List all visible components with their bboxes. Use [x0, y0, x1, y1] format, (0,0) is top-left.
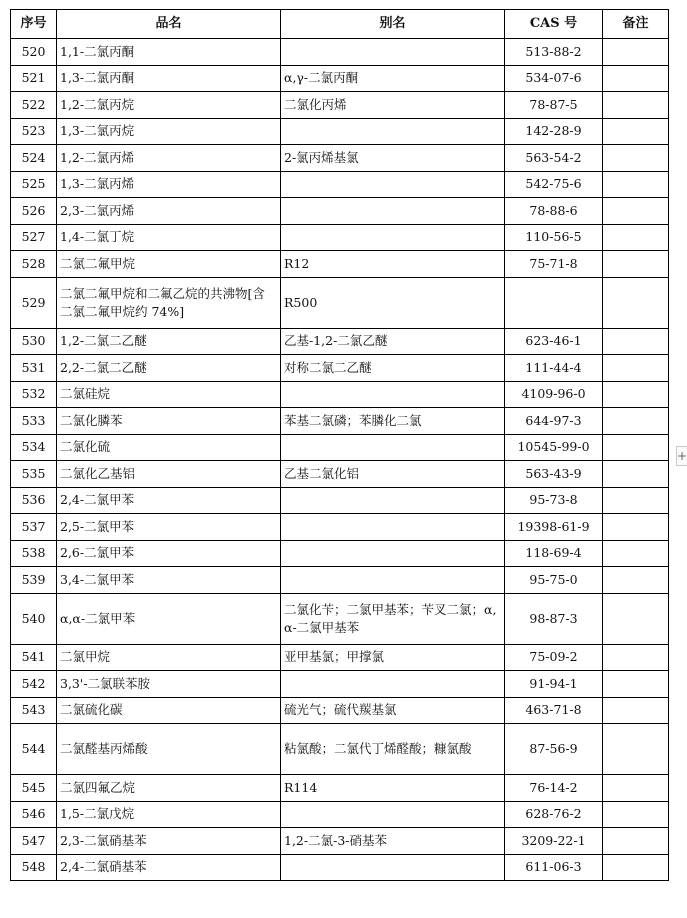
- cell-alias: [281, 671, 505, 698]
- cell-name: 1,4-二氯丁烷: [57, 224, 281, 251]
- table-row: [11, 540, 669, 567]
- cell-alias: [281, 381, 505, 408]
- cell-cas: 91-94-1: [505, 671, 603, 698]
- cell-remark: [603, 381, 669, 408]
- cell-cas: 513-88-2: [505, 39, 603, 66]
- cell-no: 533: [11, 408, 57, 435]
- cell-cas: 110-56-5: [505, 224, 603, 251]
- cell-remark: [603, 567, 669, 594]
- cell-no: 521: [11, 65, 57, 92]
- cell-alias: [281, 514, 505, 541]
- cell-cas: 19398-61-9: [505, 514, 603, 541]
- cell-name: 二氯化乙基铝: [57, 461, 281, 488]
- cell-remark: [603, 145, 669, 172]
- cell-name: 1,5-二氯戊烷: [57, 801, 281, 828]
- cell-no: 546: [11, 801, 57, 828]
- cell-no: 529: [11, 277, 57, 328]
- cell-name: 1,3-二氯丙酮: [57, 65, 281, 92]
- cell-cas: 78-88-6: [505, 198, 603, 225]
- cell-cas: 611-06-3: [505, 854, 603, 881]
- table-row: [11, 381, 669, 408]
- table-row: [11, 644, 669, 671]
- table-header-row: [11, 10, 669, 39]
- cell-no: 540: [11, 593, 57, 644]
- cell-cas: 111-44-4: [505, 355, 603, 382]
- cell-cas: 463-71-8: [505, 697, 603, 724]
- table-row: [11, 593, 669, 644]
- cell-no: 523: [11, 118, 57, 145]
- header-name: 品名: [57, 10, 281, 39]
- cell-alias: 粘氯酸；二氯代丁烯醛酸；糠氯酸: [281, 724, 505, 775]
- table-row: [11, 854, 669, 881]
- cell-cas: 87-56-9: [505, 724, 603, 775]
- table-row: [11, 408, 669, 435]
- table-row: [11, 171, 669, 198]
- cell-alias: 乙基二氯化铝: [281, 461, 505, 488]
- cell-no: 537: [11, 514, 57, 541]
- cell-alias: [281, 567, 505, 594]
- cell-cas: 95-73-8: [505, 487, 603, 514]
- cell-remark: [603, 724, 669, 775]
- cell-remark: [603, 251, 669, 278]
- header-remark: 备注: [603, 10, 669, 39]
- cell-alias: [281, 434, 505, 461]
- table-row: [11, 92, 669, 119]
- cell-name: 1,1-二氯丙酮: [57, 39, 281, 66]
- cell-cas: 75-09-2: [505, 644, 603, 671]
- cell-name: 2,6-二氯甲苯: [57, 540, 281, 567]
- cell-alias: [281, 118, 505, 145]
- cell-cas: 542-75-6: [505, 171, 603, 198]
- cell-name: 1,2-二氯丙烷: [57, 92, 281, 119]
- cell-cas: 142-28-9: [505, 118, 603, 145]
- cell-no: 528: [11, 251, 57, 278]
- cell-remark: [603, 671, 669, 698]
- cell-name: 1,3-二氯丙烯: [57, 171, 281, 198]
- cell-remark: [603, 644, 669, 671]
- cell-no: 522: [11, 92, 57, 119]
- cell-no: 543: [11, 697, 57, 724]
- table-row: [11, 671, 669, 698]
- cell-remark: [603, 434, 669, 461]
- cell-remark: [603, 697, 669, 724]
- cell-alias: [281, 801, 505, 828]
- table-row: [11, 328, 669, 355]
- cell-name: 二氯化硫: [57, 434, 281, 461]
- cell-alias: α,γ-二氯丙酮: [281, 65, 505, 92]
- cell-cas: 4109-96-0: [505, 381, 603, 408]
- cell-alias: [281, 171, 505, 198]
- cell-no: 525: [11, 171, 57, 198]
- cell-no: 526: [11, 198, 57, 225]
- cell-no: 545: [11, 775, 57, 802]
- cell-no: 527: [11, 224, 57, 251]
- table-row: [11, 65, 669, 92]
- cell-remark: [603, 39, 669, 66]
- add-row-plus-icon[interactable]: +: [676, 446, 687, 466]
- table-row: [11, 514, 669, 541]
- cell-alias: [281, 198, 505, 225]
- cell-cas: 10545-99-0: [505, 434, 603, 461]
- cell-alias: 苯基二氯磷；苯膦化二氯: [281, 408, 505, 435]
- cell-cas: 78-87-5: [505, 92, 603, 119]
- cell-cas: 75-71-8: [505, 251, 603, 278]
- cell-alias: 2-氯丙烯基氯: [281, 145, 505, 172]
- cell-no: 524: [11, 145, 57, 172]
- cell-cas: 644-97-3: [505, 408, 603, 435]
- cell-alias: 亚甲基氯；甲撑氯: [281, 644, 505, 671]
- table-row: [11, 251, 669, 278]
- cell-no: 536: [11, 487, 57, 514]
- cell-name: 二氯四氟乙烷: [57, 775, 281, 802]
- cell-name: 2,4-二氯甲苯: [57, 487, 281, 514]
- cell-remark: [603, 65, 669, 92]
- chemical-table: [10, 9, 669, 881]
- table-body: [11, 39, 669, 881]
- cell-name: 二氯醛基丙烯酸: [57, 724, 281, 775]
- cell-alias: R500: [281, 277, 505, 328]
- cell-name: 2,4-二氯硝基苯: [57, 854, 281, 881]
- cell-name: 3,4-二氯甲苯: [57, 567, 281, 594]
- cell-name: 2,3-二氯硝基苯: [57, 828, 281, 855]
- cell-remark: [603, 461, 669, 488]
- cell-no: 548: [11, 854, 57, 881]
- cell-cas: 3209-22-1: [505, 828, 603, 855]
- table-row: [11, 434, 669, 461]
- cell-cas: 623-46-1: [505, 328, 603, 355]
- cell-alias: 二氯化丙烯: [281, 92, 505, 119]
- table-row: [11, 567, 669, 594]
- cell-cas: 118-69-4: [505, 540, 603, 567]
- header-cas: CAS 号: [505, 10, 603, 39]
- cell-name: 1,2-二氯二乙醚: [57, 328, 281, 355]
- cell-remark: [603, 171, 669, 198]
- table-row: [11, 828, 669, 855]
- cell-name: 1,2-二氯丙烯: [57, 145, 281, 172]
- table-row: [11, 724, 669, 775]
- cell-remark: [603, 540, 669, 567]
- cell-remark: [603, 277, 669, 328]
- cell-alias: 二氯化苄；二氯甲基苯；苄叉二氯；α,α-二氯甲基苯: [281, 593, 505, 644]
- cell-alias: R114: [281, 775, 505, 802]
- cell-remark: [603, 198, 669, 225]
- cell-no: 538: [11, 540, 57, 567]
- table-row: [11, 775, 669, 802]
- cell-name: 二氯硅烷: [57, 381, 281, 408]
- cell-cas: 563-43-9: [505, 461, 603, 488]
- cell-name: 二氯化膦苯: [57, 408, 281, 435]
- cell-name: 二氯二氟甲烷: [57, 251, 281, 278]
- cell-no: 539: [11, 567, 57, 594]
- cell-no: 547: [11, 828, 57, 855]
- header-alias: 别名: [281, 10, 505, 39]
- cell-name: 3,3'-二氯联苯胺: [57, 671, 281, 698]
- cell-no: 534: [11, 434, 57, 461]
- table-row: [11, 461, 669, 488]
- cell-remark: [603, 775, 669, 802]
- cell-no: 531: [11, 355, 57, 382]
- cell-name: 2,5-二氯甲苯: [57, 514, 281, 541]
- cell-no: 544: [11, 724, 57, 775]
- cell-alias: [281, 540, 505, 567]
- table-row: [11, 198, 669, 225]
- header-no: 序号: [11, 10, 57, 39]
- cell-alias: 1,2-二氯-3-硝基苯: [281, 828, 505, 855]
- cell-remark: [603, 514, 669, 541]
- cell-cas: 76-14-2: [505, 775, 603, 802]
- cell-name: 2,2-二氯二乙醚: [57, 355, 281, 382]
- cell-remark: [603, 854, 669, 881]
- cell-remark: [603, 593, 669, 644]
- cell-remark: [603, 408, 669, 435]
- cell-alias: 硫光气；硫代羰基氯: [281, 697, 505, 724]
- cell-alias: [281, 854, 505, 881]
- table-row: [11, 224, 669, 251]
- cell-name: 2,3-二氯丙烯: [57, 198, 281, 225]
- cell-remark: [603, 801, 669, 828]
- cell-cas: 628-76-2: [505, 801, 603, 828]
- cell-remark: [603, 355, 669, 382]
- cell-remark: [603, 224, 669, 251]
- cell-no: 530: [11, 328, 57, 355]
- cell-remark: [603, 118, 669, 145]
- cell-alias: 乙基-1,2-二氯乙醚: [281, 328, 505, 355]
- cell-no: 520: [11, 39, 57, 66]
- table-row: [11, 487, 669, 514]
- cell-name: α,α-二氯甲苯: [57, 593, 281, 644]
- cell-cas: 534-07-6: [505, 65, 603, 92]
- cell-remark: [603, 328, 669, 355]
- cell-remark: [603, 92, 669, 119]
- cell-alias: [281, 39, 505, 66]
- cell-cas: 98-87-3: [505, 593, 603, 644]
- table-row: [11, 277, 669, 328]
- cell-remark: [603, 828, 669, 855]
- cell-alias: [281, 487, 505, 514]
- cell-cas: [505, 277, 603, 328]
- table-row: [11, 355, 669, 382]
- table-row: [11, 145, 669, 172]
- table-row: [11, 801, 669, 828]
- cell-alias: [281, 224, 505, 251]
- cell-no: 532: [11, 381, 57, 408]
- cell-remark: [603, 487, 669, 514]
- cell-alias: 对称二氯二乙醚: [281, 355, 505, 382]
- cell-alias: R12: [281, 251, 505, 278]
- cell-no: 541: [11, 644, 57, 671]
- cell-no: 535: [11, 461, 57, 488]
- cell-name: 二氯二氟甲烷和二氟乙烷的共沸物[含二氯二氟甲烷约 74%]: [57, 277, 281, 328]
- cell-name: 二氯硫化碳: [57, 697, 281, 724]
- cell-name: 1,3-二氯丙烷: [57, 118, 281, 145]
- cell-name: 二氯甲烷: [57, 644, 281, 671]
- cell-cas: 95-75-0: [505, 567, 603, 594]
- cell-cas: 563-54-2: [505, 145, 603, 172]
- cell-no: 542: [11, 671, 57, 698]
- table-row: [11, 697, 669, 724]
- table-row: [11, 118, 669, 145]
- table-row: [11, 39, 669, 66]
